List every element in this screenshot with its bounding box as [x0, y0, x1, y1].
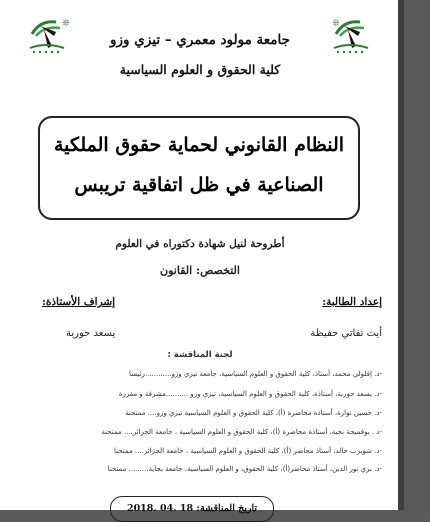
- page-shadow-edge: [398, 0, 404, 510]
- svg-text:❊: ❊: [332, 19, 340, 29]
- committee-member: -د. إقلولي محمد، أستاذ، كلية الحقوق و العلوم السياسية، جامعة تيزي وزو............رئيسا: [129, 370, 382, 378]
- committee-member: -د. بري نور الدين، أستاذ محاضر(أ)، كلية الحقوق، و العلوم السياسية، جامعة بجاية......... ممتحنا: [107, 465, 382, 473]
- committee-member: -د. شويرب خالد، أستاذ محاضر (أ)، كلية الحقوق و العلوم السياسية ، جامعة الجزائر.... ممتحنا: [114, 447, 382, 455]
- svg-text:❊: ❊: [62, 19, 70, 29]
- thesis-title-line-1: النظام القانوني لحماية حقوق الملكية: [53, 134, 345, 156]
- viewer-scroll-gutter[interactable]: [398, 0, 430, 510]
- thesis-title-box: [38, 116, 360, 220]
- specialty: التخصص: القانون: [160, 264, 240, 277]
- supervisor-name: يسعد حورية: [66, 328, 116, 339]
- supervisor-label: إشراف الأستاذة:: [42, 296, 116, 308]
- defense-date: تاريخ المناقشة: 18 .04 .2018: [110, 496, 274, 522]
- student-label: إعداد الطالبة:: [322, 296, 382, 308]
- student-name: أيت تفاتي حفيظة: [310, 328, 382, 339]
- thesis-title-line-2: الصناعية في ظل اتفاقية تريبس: [74, 174, 324, 196]
- committee-member: -د . بوقميجة نجية، أستاذة محاضرة (أ)، كلية الحقوق و العلوم السياسية ، جامعة الجزائر.... ممتحنة: [101, 428, 382, 436]
- committee-member: -د. يسعد حورية، أستاذة، كلية الحقوق و العلوم السياسية، تيزي وزو ..........مشرفة و مقررة: [118, 390, 382, 398]
- committee-title: لجنة المناقشة :: [167, 350, 233, 360]
- committee-member: -د. حسين نوارة، أستاذة محاضرة (أ)، كلية الحقوق و العلوم السياسية تيزي وزو.... ممتحنة: [125, 409, 382, 417]
- university-emblem-icon: [26, 14, 68, 58]
- university-emblem-icon: [330, 14, 372, 58]
- faculty-name: كلية الحقوق و العلوم السياسية: [119, 62, 281, 77]
- thesis-type: أطروحة لنيل شهادة دكتوراه في العلوم: [115, 238, 285, 250]
- university-name: جامعة مولود معمري – تيزي وزو: [110, 32, 290, 48]
